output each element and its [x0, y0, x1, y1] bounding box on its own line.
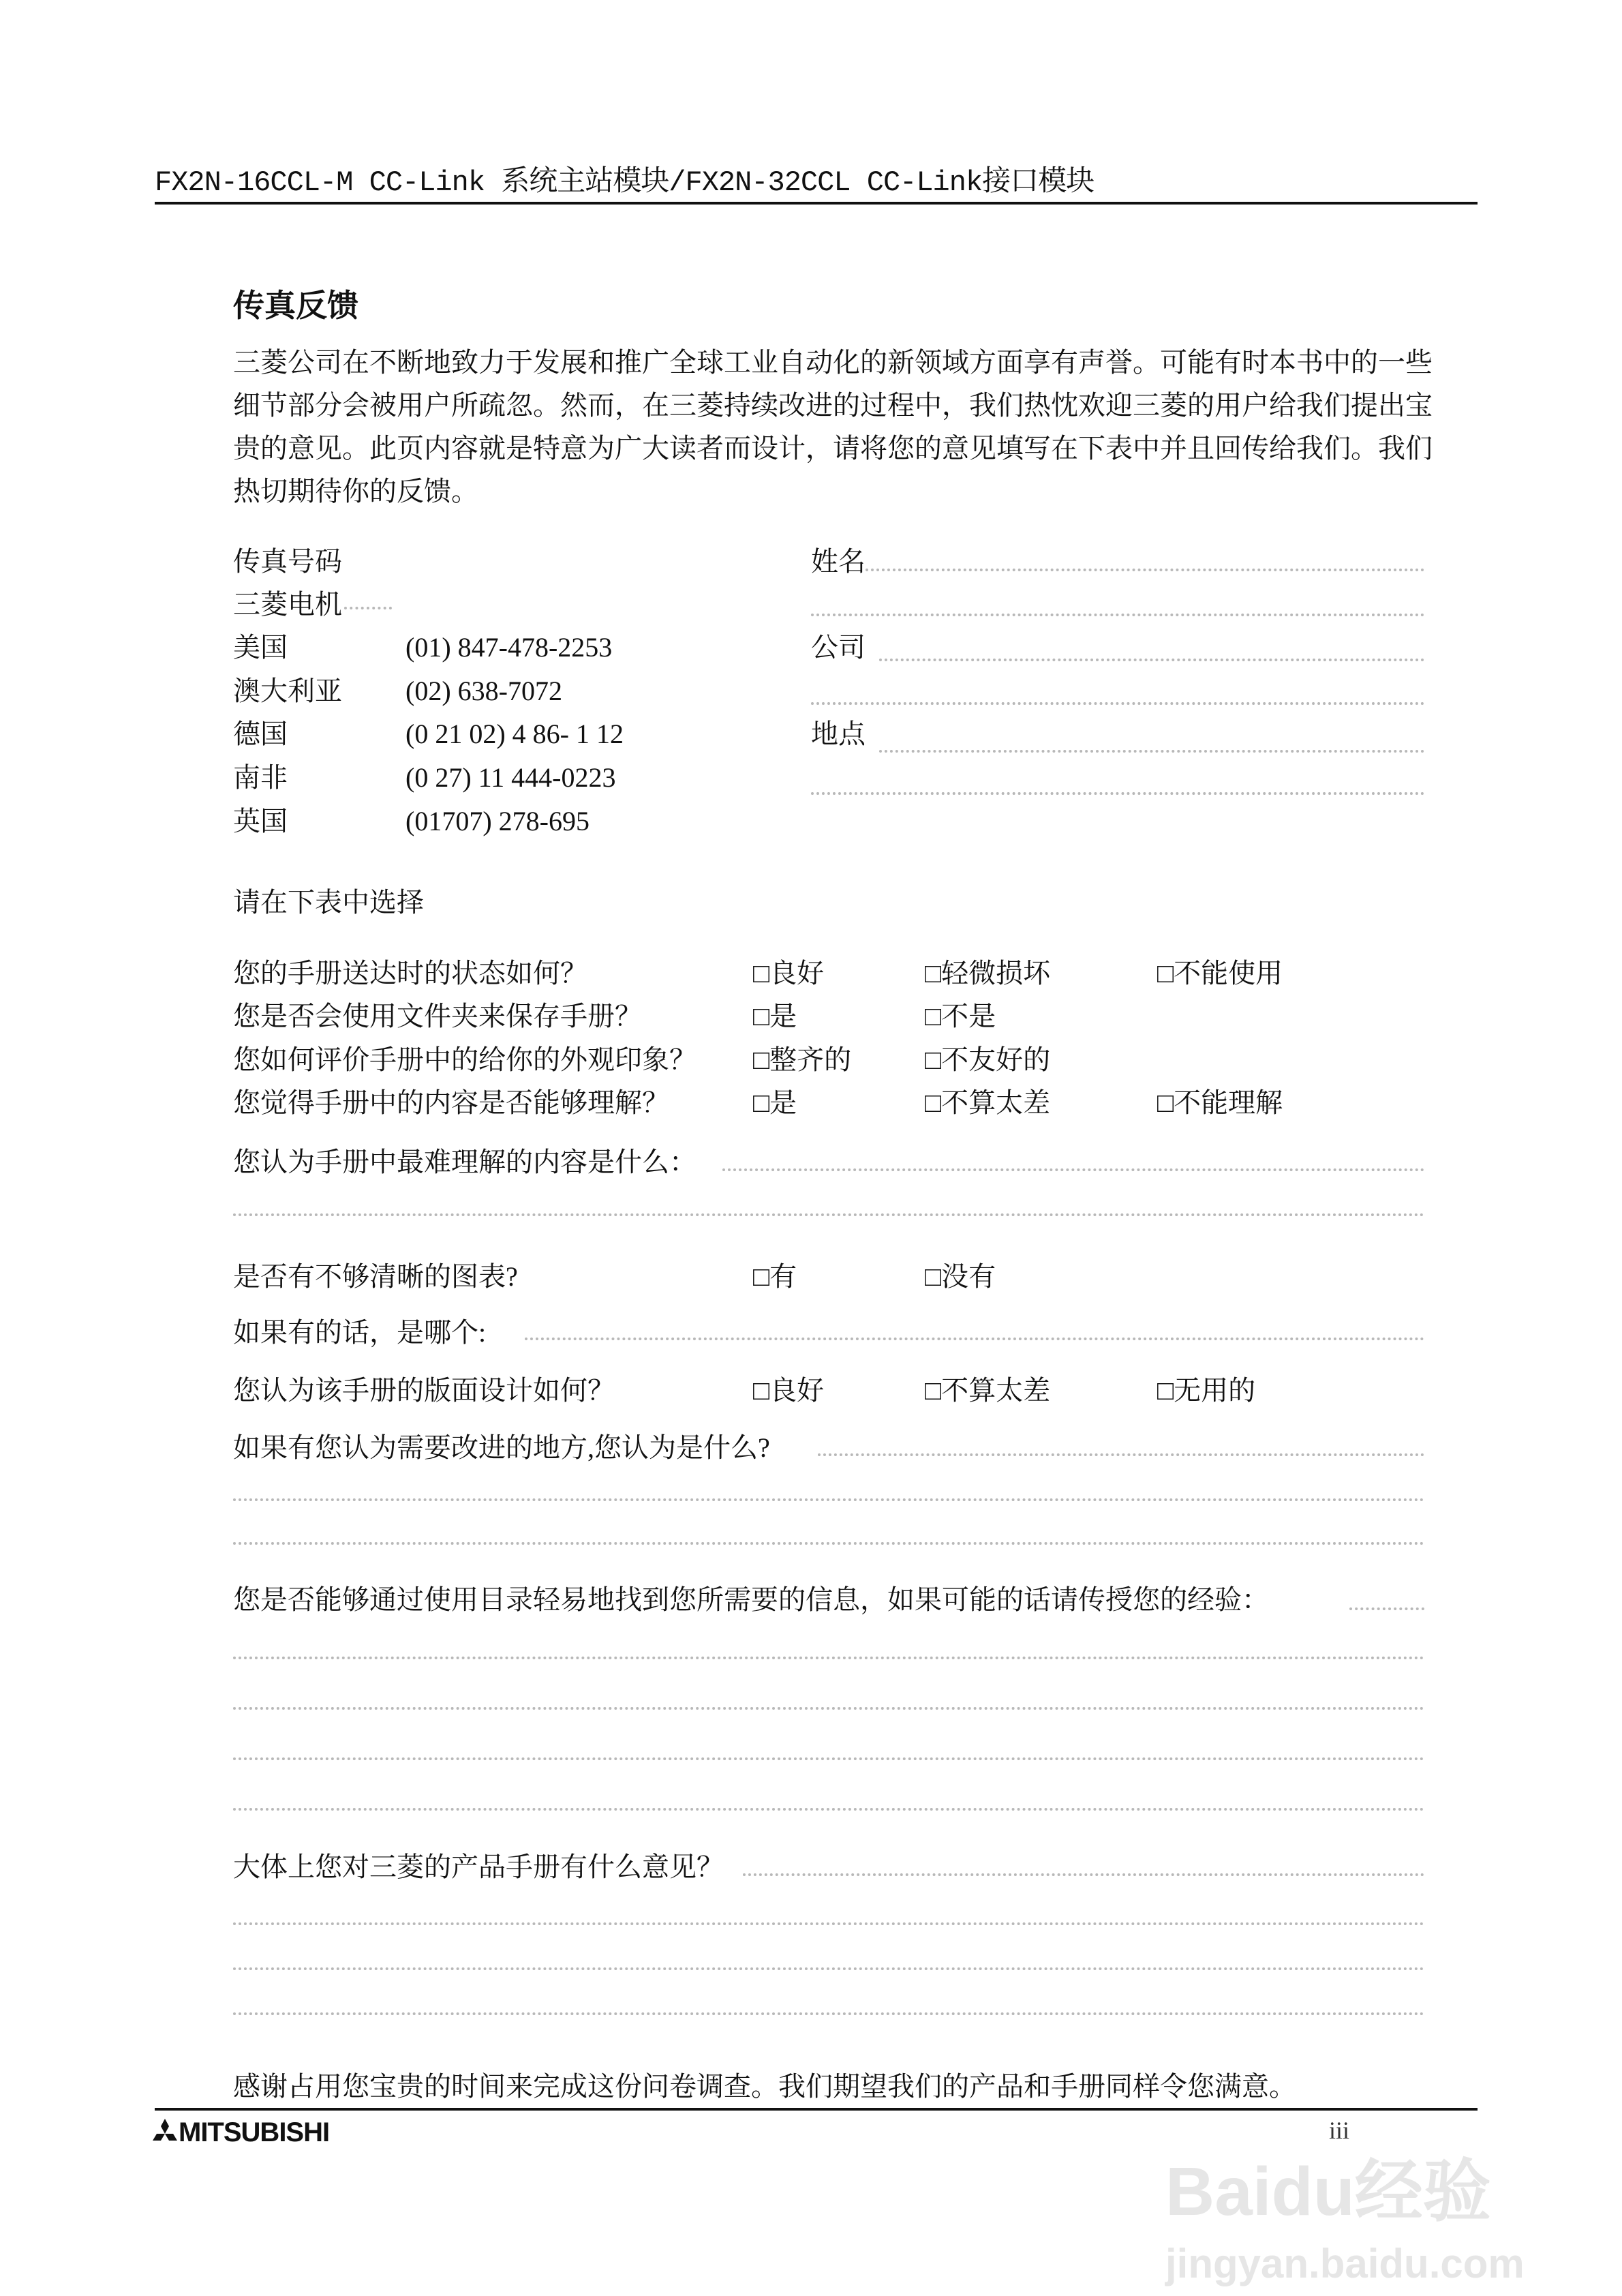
- answer-line[interactable]: [233, 1707, 1424, 1710]
- checkbox-option[interactable]: □ 不是: [925, 999, 996, 1033]
- company-label: 公司: [811, 632, 866, 663]
- company-field-line2[interactable]: [811, 702, 1424, 705]
- checkbox-option[interactable]: □ 不算太差: [925, 1374, 1050, 1408]
- checkbox-option[interactable]: □ 有: [753, 1260, 797, 1294]
- checkbox-option[interactable]: □ 轻微损坏: [925, 956, 1050, 991]
- company-field[interactable]: [879, 659, 1424, 661]
- question: 如果有的话，是哪个:: [233, 1317, 487, 1348]
- answer-line[interactable]: [743, 1873, 1424, 1876]
- checkbox-option[interactable]: □ 不能使用: [1157, 956, 1283, 991]
- checkbox-option[interactable]: □ 是: [753, 1086, 797, 1120]
- dotted-leader: [344, 607, 392, 609]
- question: 您如何评价手册中的给你的外观印象？: [233, 1044, 697, 1075]
- checkbox-option[interactable]: □ 不算太差: [925, 1086, 1050, 1120]
- fax-number: (0 21 02) 4 86- 1 12: [406, 719, 624, 749]
- name-label: 姓名: [811, 546, 866, 577]
- fax-country: 南非: [233, 762, 288, 793]
- select-prompt: 请在下表中选择: [233, 887, 424, 918]
- answer-line[interactable]: [233, 1757, 1424, 1760]
- question: 您的手册送达时的状态如何？: [233, 958, 587, 988]
- checkbox-option[interactable]: □ 良好: [753, 956, 824, 991]
- answer-line[interactable]: [233, 1213, 1424, 1216]
- fax-number: (02) 638-7072: [406, 676, 562, 706]
- name-field[interactable]: [866, 569, 1424, 571]
- checkbox-option[interactable]: □ 是: [753, 999, 797, 1033]
- location-field[interactable]: [879, 750, 1424, 753]
- question: 是否有不够清晰的图表?: [233, 1261, 518, 1292]
- answer-line[interactable]: [233, 1967, 1424, 1970]
- fax-number: (01) 847-478-2253: [406, 632, 613, 663]
- question: 您是否会使用文件夹来保存手册？: [233, 1001, 642, 1031]
- checkbox-option[interactable]: □ 良好: [753, 1374, 824, 1408]
- watermark-url: jingyan.baidu.com: [1165, 2241, 1525, 2286]
- answer-line[interactable]: [233, 1808, 1424, 1811]
- section-title: 传真反馈: [233, 287, 358, 324]
- checkbox-option[interactable]: □ 整齐的: [753, 1043, 851, 1077]
- question: 您认为该手册的版面设计如何？: [233, 1375, 615, 1406]
- name-field-line2[interactable]: [811, 614, 1424, 616]
- fax-number: (01707) 278-695: [406, 806, 590, 836]
- checkbox-option[interactable]: □ 不友好的: [925, 1043, 1050, 1077]
- answer-line[interactable]: [1349, 1607, 1424, 1610]
- intro-paragraph: 三菱公司在不断地致力于发展和推广全球工业自动化的新领域方面享有声誉。可能有时本书中的一些细节部分会被用户所疏忽。然而，在三菱持续改进的过程中，我们热忱欢迎三菱的用户给我们提出宝贵的意见。此页内容就是特意为广大读者而设计，请将您的意见填写在下表中并且回传给我们。我们热切期待你的反馈。: [233, 347, 1433, 507]
- mitsubishi-logo: [151, 2117, 329, 2148]
- page-number: iii: [1329, 2117, 1350, 2144]
- fax-country: 英国: [233, 806, 288, 836]
- answer-line[interactable]: [233, 1657, 1424, 1659]
- header-rule: [155, 202, 1478, 205]
- question: 如果有您认为需要改进的地方,您认为是什么?: [233, 1432, 770, 1463]
- question: 您是否能够通过使用目录轻易地找到您所需要的信息，如果可能的话请传授您的经验：: [233, 1584, 1269, 1615]
- answer-line[interactable]: [525, 1338, 1424, 1340]
- three-diamonds-icon: [151, 2119, 179, 2147]
- fax-country: 澳大利亚: [233, 676, 342, 706]
- fax-heading: 传真号码: [233, 546, 342, 577]
- answer-line[interactable]: [233, 1498, 1424, 1501]
- answer-line[interactable]: [233, 1542, 1424, 1545]
- checkbox-option[interactable]: □ 不能理解: [1157, 1086, 1283, 1120]
- fax-country: 德国: [233, 719, 288, 749]
- checkbox-option[interactable]: □ 无用的: [1157, 1374, 1255, 1408]
- location-label: 地点: [811, 719, 866, 749]
- question: 大体上您对三菱的产品手册有什么意见？: [233, 1852, 724, 1882]
- answer-line[interactable]: [722, 1168, 1424, 1171]
- checkbox-option[interactable]: □ 没有: [925, 1260, 996, 1294]
- fax-country: 美国: [233, 632, 288, 663]
- watermark-logo: Baidu经验: [1165, 2154, 1491, 2230]
- answer-line[interactable]: [818, 1453, 1424, 1456]
- question: 您认为手册中最难理解的内容是什么：: [233, 1147, 697, 1177]
- location-field-line2[interactable]: [811, 792, 1424, 795]
- question: 您觉得手册中的内容是否能够理解？: [233, 1087, 669, 1118]
- brand-name: MITSUBISHI: [179, 2117, 330, 2147]
- answer-line[interactable]: [233, 1922, 1424, 1925]
- closing-text: 感谢占用您宝贵的时间来完成这份问卷调查。我们期望我们的产品和手册同样令您满意。: [233, 2071, 1296, 2102]
- fax-company: 三菱电机: [233, 589, 342, 620]
- footer-rule: [155, 2108, 1478, 2111]
- running-header: FX2N-16CCL-M CC-Link 系统主站模块/FX2N-32CCL CC-Link接口模块: [155, 166, 1095, 199]
- fax-number: (0 27) 11 444-0223: [406, 762, 616, 793]
- answer-line[interactable]: [233, 2012, 1424, 2015]
